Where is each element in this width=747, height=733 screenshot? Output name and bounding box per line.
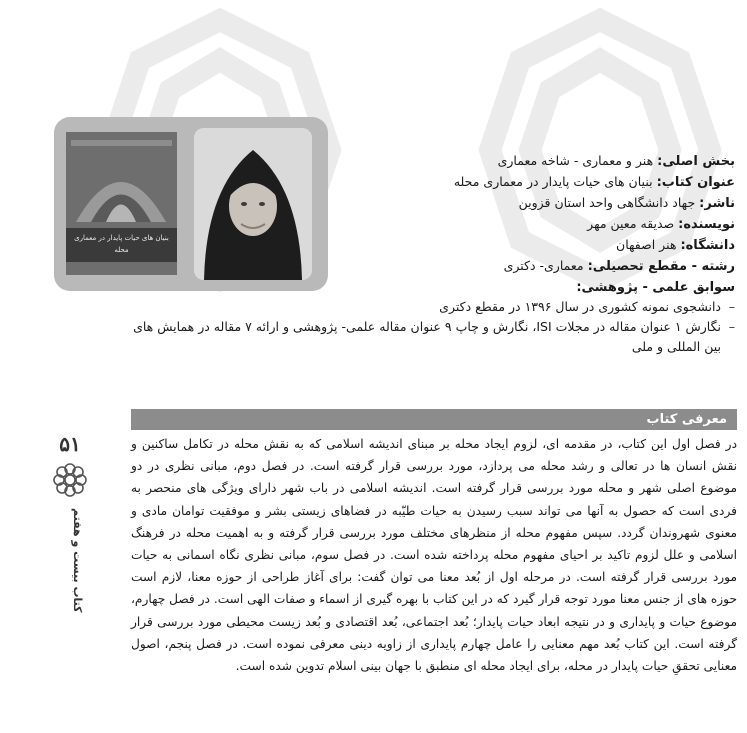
- book-cover-title: بنیان های حیات پایدار در معماری محله: [66, 228, 177, 262]
- list-item: – نگارش ۱ عنوان مقاله در مجلات ISI، نگارش و چاپ ۹ عنوان مقاله علمی- پژوهشی و ارائه ۷ مقاله در همایش های بین المللی و ملی: [115, 317, 735, 357]
- info-main-section: بخش اصلی: هنر و معماری - شاخه معماری: [497, 153, 735, 169]
- info-author: نویسنده: صدیقه معین مهر: [587, 216, 735, 232]
- info-field: رشته - مقطع تحصیلی: معماری- دکتری: [503, 258, 735, 274]
- series-label: کتاب بیست و هفتم: [71, 507, 84, 613]
- book-introduction-text: در فصل اول این کتاب، در مقدمه ای، لزوم ایجاد محله بر مبنای اندیشه اسلامی که به نقش محله در تکامل ساکنین و نقش انسان ها در تعالی و رشد محله می پردازد، مورد بررسی قرار گرفته است. در فصل دوم، مبانی نظری در دو موضوع اصلی شهر و محله مورد بررسی قرار گرفته است. اندیشه اسلامی در باب شهر دارای ویژگی های منحصر به فردی است که حصول به آنها می تواند سبب رسیدن به حیات طیّبه در فضاهای زیستی بشر و موفقیت توامان مادی و معنوی شهروندان گردد. سپس مفهوم محله از منظرهای مختلف مورد بررسی قرار گرفته و به اهمیت محله در فرهنگ اسلامی و علل لزوم تاکید بر احیای مفهوم محله پرداخته شده است. در فصل سوم، مبانی نظری نگاه اسمانی به حیات مورد بررسی قرار گرفته است. در مرحله اول از بُعد معنا می توان گفت: برای آغاز طراحی از حوزه معنا، لازم است حوزه های از جنس معنا مورد توجه قرار گیرد که در این کتاب با بهره گیری از اسماء و صفات الهی است. در فصل چهارم، موضوع حیات و پایداری و در نتیجه ابعاد حیات پایدار؛ بُعد اجتماعی، بُعد اقتصادی و بُعد زیست محیطی مورد بررسی قرار گرفته است. این کتاب بُعد مهم معنایی را عامل چهارم پایداری از زاویه دینی معرفی نموده است. در فصل پنجم، اصول معنایی تحققِ حیات پایدار در محله، برای ایجاد محله ای منطبق با جهان بینی اسلام تدوین شده است.: [131, 437, 737, 674]
- section-header: معرفی کتاب: [131, 409, 737, 430]
- page-number: ۵۱: [59, 432, 81, 456]
- list-item: – دانشجوی نمونه کشوری در سال ۱۳۹۶ در مقطع دکتری: [115, 297, 735, 317]
- info-background-heading: سوابق علمی - پژوهشی:: [576, 280, 735, 295]
- rosette-logo-icon: [48, 462, 92, 502]
- background-list: [115, 297, 735, 357]
- info-publisher: ناشر: جهاد دانشگاهی واحد استان قزوین: [518, 195, 735, 211]
- info-university: دانشگاه: هنر اصفهان: [616, 237, 735, 253]
- book-info: [115, 150, 735, 357]
- info-book-title: عنوان کتاب: بنیان های حیات پایدار در معماری محله: [453, 174, 735, 190]
- side-margin: [48, 432, 92, 502]
